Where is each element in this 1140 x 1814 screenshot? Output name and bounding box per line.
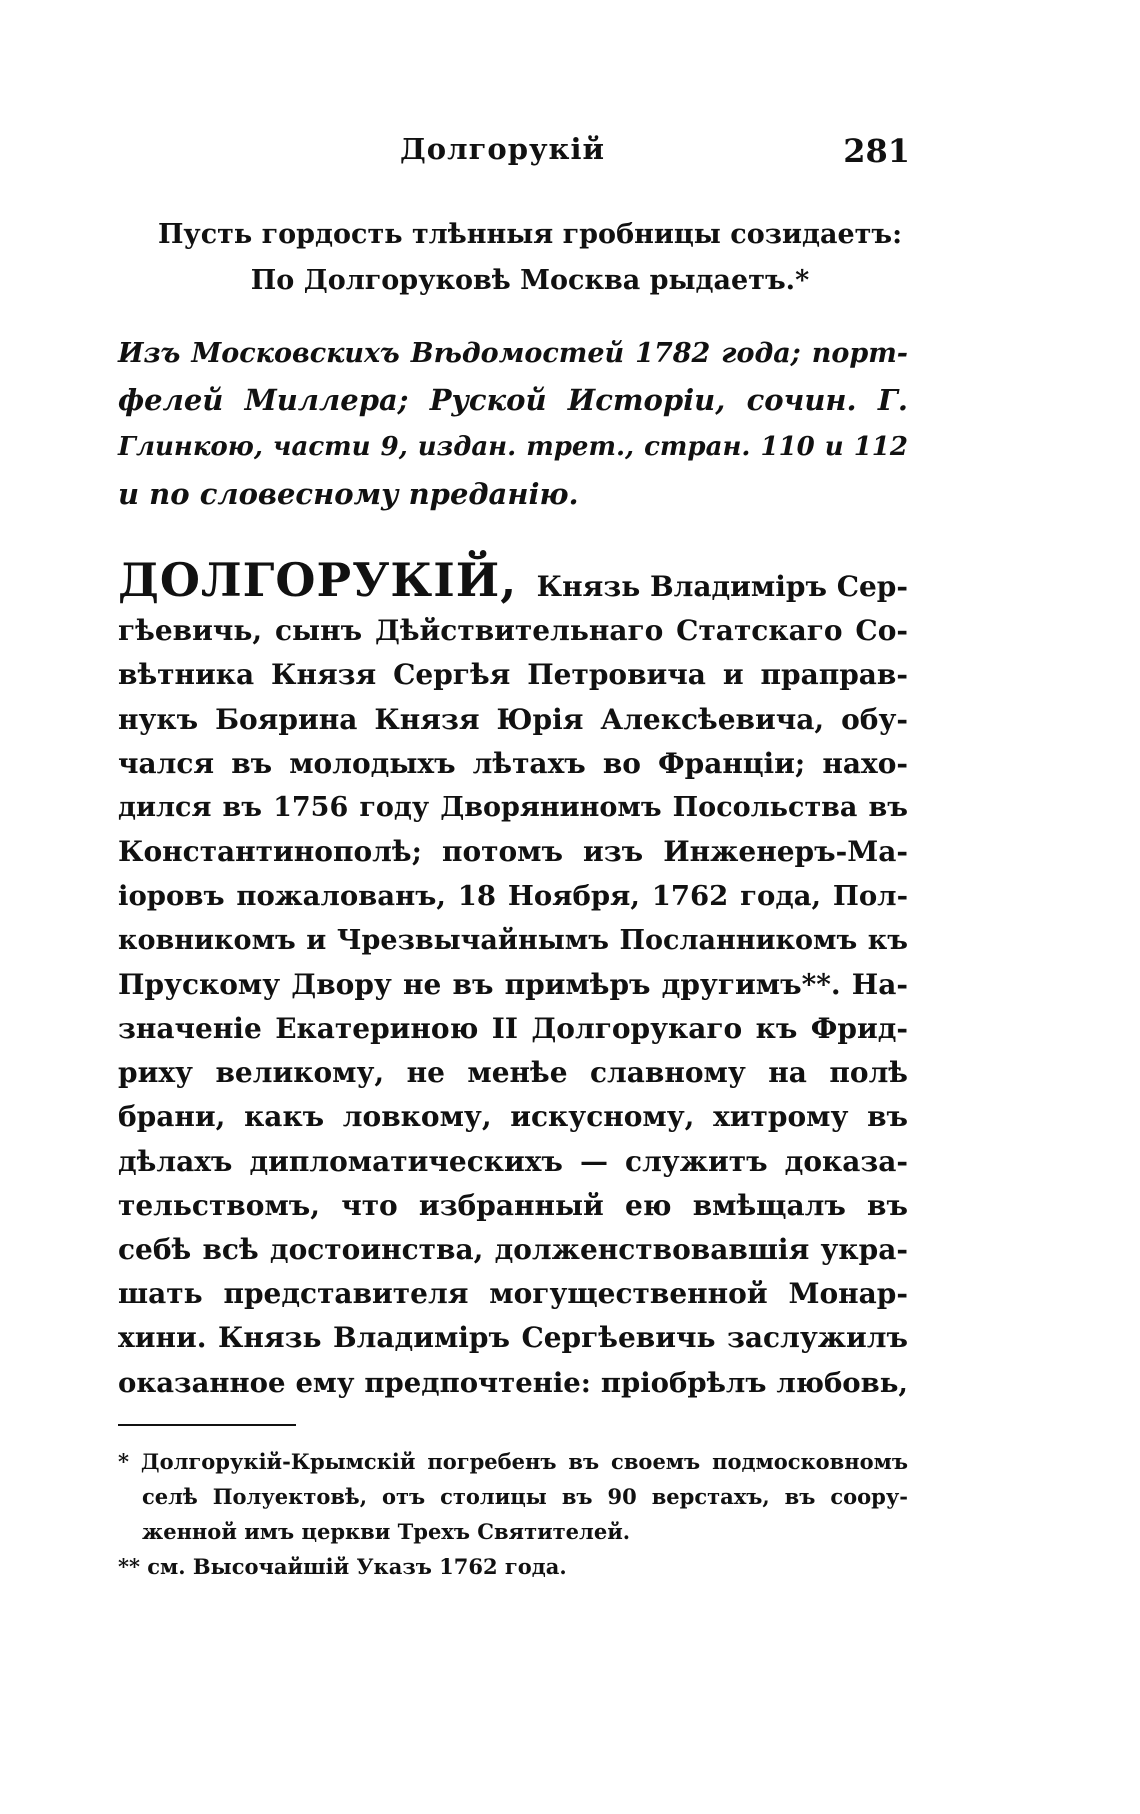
article-line: вѣтника Князя Сергѣя Петровича и праправ- [118, 658, 908, 692]
article-line: оказанное ему предпочтеніе: пріобрѣлъ любовь, [118, 1366, 908, 1399]
footnotes [118, 1444, 908, 1584]
epitaph-line: Пусть гордость тлѣнныя гробницы созидаетъ: [157, 219, 903, 250]
article-line: чался въ молодыхъ лѣтахъ во Франціи; нахо- [118, 746, 908, 780]
article-body [118, 553, 908, 1405]
article-line: нукъ Боярина Князя Юрія Алексѣевича, обу- [118, 702, 908, 736]
article-line: Константинополѣ; потомъ изъ Инженеръ-Ма- [118, 835, 908, 869]
article-line: дѣлахъ дипломатическихъ — служитъ доказа- [118, 1144, 908, 1178]
source-line: фелей Миллера; Руской Исторіи, сочин. Г. [118, 383, 908, 417]
article-line: ковникомъ и Чрезвычайнымъ Посланникомъ къ [118, 924, 908, 956]
source-line: Изъ Московскихъ Вѣдомостей 1782 года; порт- [118, 338, 908, 369]
source-line: и по словесному преданію. [118, 477, 579, 511]
footnote-line: * Долгорукій-Крымскій погребенъ въ своемъ подмосковномъ [118, 1449, 908, 1474]
article-line: риху великому, не менѣе славному на полѣ [118, 1056, 908, 1090]
article-line: себѣ всѣ достоинства, долженствовавшія укра- [118, 1233, 908, 1267]
footnote-line: селѣ Полуектовѣ, отъ столицы въ 90 верстахъ, въ соору- [142, 1484, 908, 1509]
article-first-line [118, 553, 908, 609]
article-heading: ДОЛГОРУКІЙ, [118, 553, 518, 607]
running-title: Долгорукій [400, 132, 605, 166]
article-line: значеніе Екатериною II Долгорукаго къ Фрид- [118, 1012, 908, 1046]
page-header [400, 132, 910, 182]
article-first-line-text: Князь Владиміръ Сер- [536, 570, 908, 603]
article-line: хини. Князь Владиміръ Сергѣевичь заслужилъ [118, 1321, 908, 1355]
epitaph-line: По Долгоруковѣ Москва рыдаетъ.* [250, 265, 810, 296]
footnote-line: ** см. Высочайшій Указъ 1762 года. [118, 1554, 567, 1579]
article-line: Прускому Двору не въ примѣръ другимъ**. На- [118, 967, 908, 1001]
epitaph [120, 212, 940, 304]
source-line: Глинкою, части 9, издан. трет., стран. 110 и 112 [118, 432, 908, 462]
article-line: іоровъ пожалованъ, 18 Ноября, 1762 года, Пол- [118, 880, 908, 913]
article-line: гѣевичь, сынъ Дѣйствительнаго Статскаго Со- [118, 614, 908, 648]
footnote-divider [118, 1424, 296, 1426]
article-line: брани, какъ ловкому, искусному, хитрому въ [118, 1100, 908, 1134]
article-line: дился въ 1756 году Двоpяниномъ Посольства въ [118, 792, 908, 824]
article-line: тельствомъ, что избранный ею вмѣщалъ въ [118, 1188, 908, 1222]
article-line: шать представителя могущественной Монар- [118, 1277, 908, 1311]
footnote-line: женной имъ церкви Трехъ Святителей. [142, 1519, 631, 1544]
page-number: 281 [843, 132, 910, 170]
source-note [118, 330, 908, 518]
